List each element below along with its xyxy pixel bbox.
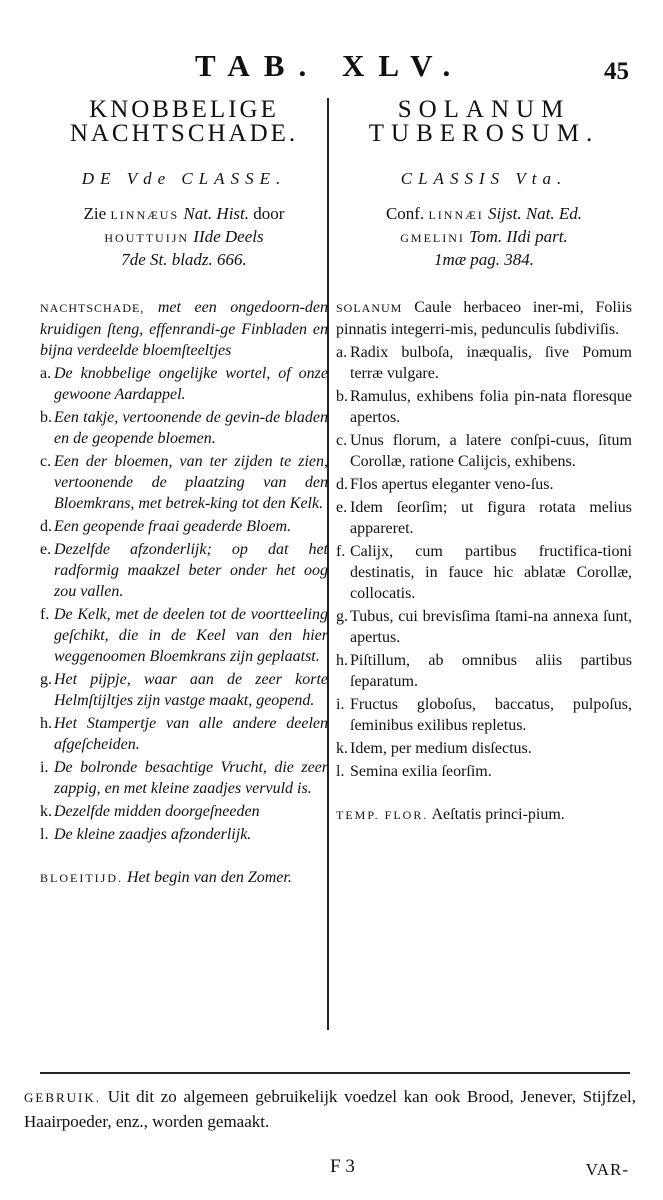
dutch-genus: NACHTSCHADE, [40,301,145,315]
list-item: h. Het Stampertje van alle andere deelen afgeſcheiden. [40,715,328,753]
catchword: VAR- [585,1160,629,1179]
dutch-classis: DE Vde CLASSE. [81,169,287,188]
latin-column [336,98,632,1030]
list-item: b. Een takje, vertoonende de gevin-de bladen en de geopende bloemen. [40,409,328,447]
list-item: g. Het pijpje, waar aan de zeer korte Helmſtijltjes zijn vastge maakt, geopend. [40,671,328,709]
flowering-label: BLOEITIJD. [40,871,123,885]
ref-author: LINNÆI [428,208,484,222]
list-item: a. De knobbelige ongelijke wortel, of onze gewoone Aardappel. [40,365,328,403]
dutch-reference [40,203,328,271]
dutch-figure-list [40,363,328,845]
usage-note [24,1085,636,1134]
list-item: a. Radix bulboſa, inæqualis, ſive Pomum terræ vulgare. [336,344,632,382]
list-item: g. Tubus, cui brevisſima ſtami-na annexa ſunt, apertus. [336,608,632,646]
usage-text: Uit dit zo algemeen gebruikelijk voedzel kan ook Brood, Jenever, Stijfzel, Haairpoeder, enz., worden gemaakt. [24,1087,636,1131]
dutch-title-line2: NACHTSCHADE. [69,120,299,147]
flowering-text: Het begin van den Zomer. [127,869,292,886]
usage-label: GEBRUIK. [24,1090,102,1105]
ref-editor: GMELINI [400,231,465,245]
plate-heading: TAB. XLV. [195,48,465,83]
list-item: k. Idem, per medium disſectus. [336,740,532,757]
dutch-title-line1: KNOBBELIGE [89,96,279,123]
ref-volume: Tom. IIdi part. [469,227,568,246]
list-item: b. Ramulus, exhibens folia pin-nata floresque apertos. [336,388,632,426]
latin-description-text: Caule herbaceo iner-mi, Foliis pinnatis integerri-mis, pedunculis ſubdiviſis. [336,299,632,338]
dutch-description [40,297,328,361]
dutch-column [40,98,328,1030]
ref-author: LINNÆUS [110,208,180,222]
page-number: 45 [604,58,629,85]
list-item: l. Semina exilia ſeorſim. [336,763,492,780]
list-item: d. Een geopende fraai geaderde Bloem. [40,518,292,535]
latin-reference [336,203,632,271]
list-item: c. Een der bloemen, van ter zijden te zien, vertoonende de plaatzing van den Bloemkrans, met betrek-king tot den Kelk. [40,453,328,512]
latin-title-line2: TUBEROSUM. [368,120,600,147]
list-item: f. De Kelk, met de deelen tot de voortteeling geſchikt, die in de Keel van den hier weggenoomen Bloemkrans zijn geplaatst. [40,606,328,665]
flowering-label: TEMP. FLOR. [336,808,429,822]
horizontal-rule [40,1072,630,1074]
ref-work: Sijst. Nat. Ed. [488,204,583,223]
ref-volume: IIde Deels [193,227,264,246]
list-item: k. Dezelfde midden doorgeſneeden [40,803,260,820]
latin-figure-list [336,342,632,782]
flowering-text: Aeſtatis princi-pium. [431,806,565,823]
ref-page: 7de St. bladz. 666. [121,250,247,269]
list-item: e. Idem ſeorſim; ut figura rotata melius appareret. [336,499,632,537]
ref-work: Nat. Hist. [183,204,250,223]
list-item: i. De bolronde besachtige Vrucht, die zeer zappig, en met kleine zaadjes vervuld is. [40,759,328,797]
ref-page: 1mæ pag. 384. [433,250,535,269]
latin-description [336,297,632,340]
list-item: l. De kleine zaadjes afzonderlijk. [40,826,252,843]
ref-prefix: Zie [83,204,107,223]
ref-by: door [253,204,285,223]
latin-classis: CLASSIS Vta. [400,169,568,188]
dutch-description-text: met een ongedoorn-den kruidigen ſteng, effenrandi-ge Finbladen en bijna verdeelde bloemſteeltjes [40,299,328,359]
flowering-season [336,804,632,826]
ref-prefix: Conf. [385,204,425,223]
ref-translator: HOUTTUIJN [104,231,190,245]
latin-title-line1: SOLANUM [397,96,571,123]
list-item: i. Fructus globoſus, baccatus, pulpoſus, ſeminibus exilibus repletus. [336,696,632,734]
list-item: c. Unus florum, a latere conſpi-cuus, ſitum Corollæ, ratione Calijcis, exhibens. [336,432,632,470]
list-item: e. Dezelfde afzonderlijk; op dat het radformig maakzel beter onder het oog zou vallen. [40,541,328,600]
list-item: d. Flos apertus eleganter veno-ſus. [336,476,554,493]
flowering-time [40,867,328,889]
list-item: h. Piſtillum, ab omnibus aliis partibus ſeparatum. [336,652,632,690]
list-item: f. Calijx, cum partibus fructifica-tioni destinatis, in fauce hic ablatæ Corollæ, collocatis. [336,543,632,602]
latin-genus: SOLANUM [336,301,403,315]
signature-mark: F 3 [330,1156,355,1177]
